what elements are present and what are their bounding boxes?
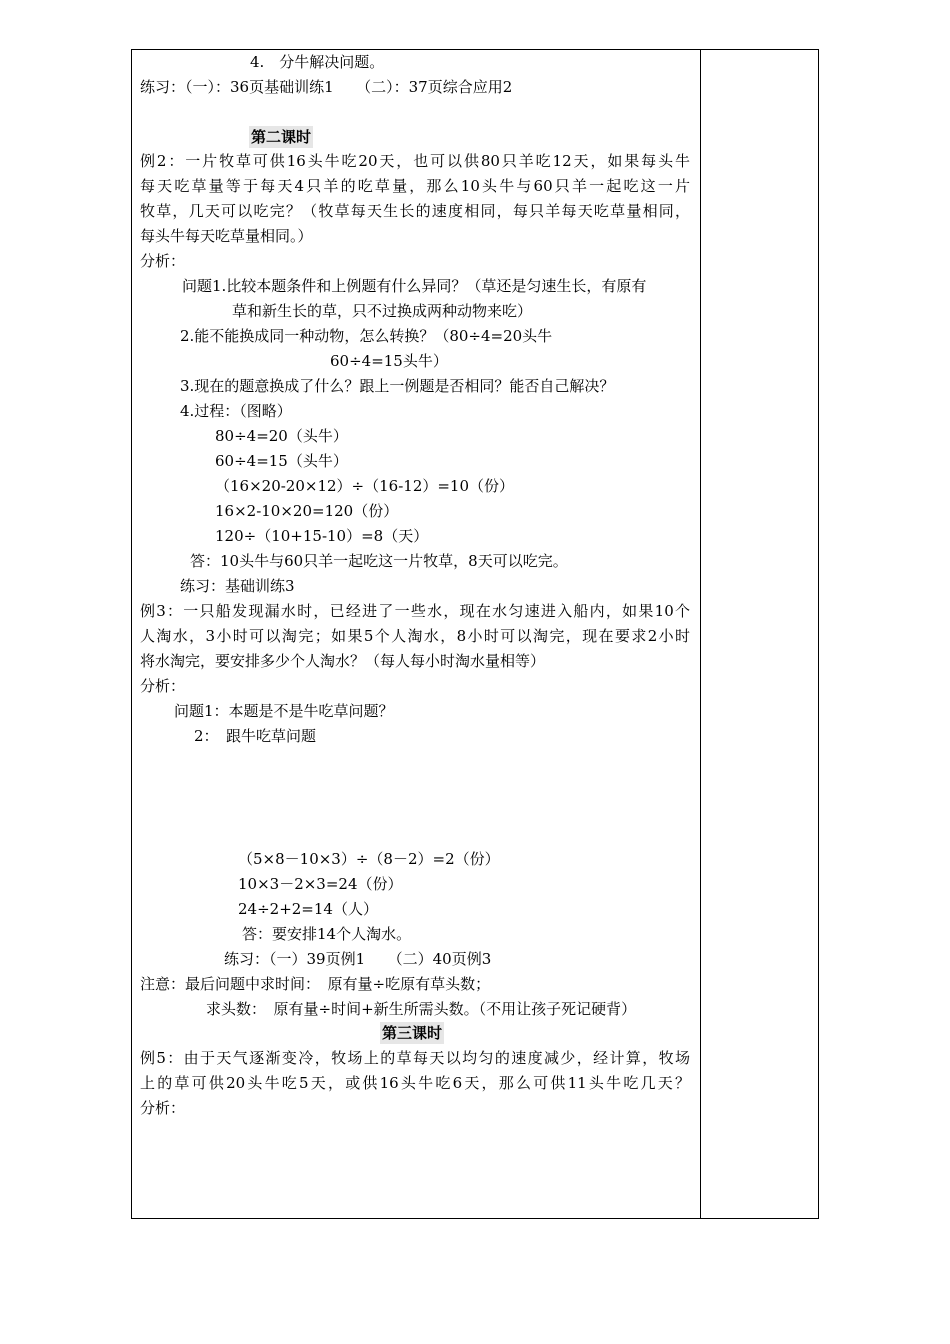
analysis-label: 分析： — [140, 252, 186, 270]
section-heading-lesson-3: 第三课时 — [382, 1024, 443, 1042]
column-divider — [700, 50, 701, 1218]
calc-line: （16×20-20×12）÷（16-12）=10（份） — [215, 477, 515, 495]
question-1-line: 问题1：本题是不是牛吃草问题？ — [174, 702, 394, 720]
example-2-line-2: 每天吃草量等于每天4只羊的吃草量，那么10头牛与60只羊一起吃这一片 — [140, 177, 690, 195]
question-1-line-2: 草和新生长的草，只不过换成两种动物来吃） — [232, 302, 533, 320]
calc-line: 10×3－2×3=24（份） — [238, 875, 403, 893]
calc-line: 80÷4=20（头牛） — [215, 427, 348, 445]
calc-line: 60÷4=15（头牛） — [215, 452, 348, 470]
question-3-line: 3.现在的题意换成了什么？跟上一例题是否相同？能否自己解决？ — [180, 377, 615, 395]
process-label: 4.过程：（图略） — [180, 402, 292, 420]
practice-line-2: 练习：基础训练3 — [180, 577, 295, 595]
example-2-line-3: 牧草，几天可以吃完？（牧草每天生长的速度相同，每只羊每天吃草量相同， — [140, 202, 690, 220]
example-3-line-3: 将水淘完，要安排多少个人淘水？（每人每小时淘水量相等） — [140, 652, 546, 670]
example-3-line-2: 人淘水，3小时可以淘完；如果5个人淘水，8小时可以淘完，现在要求2小时 — [140, 627, 690, 645]
calc-line: 120÷（10+15-10）=8（天） — [215, 527, 429, 545]
example-5-line-2: 上的草可供20头牛吃5天，或供16头牛吃6天，那么可供11头牛吃几天？ — [140, 1074, 690, 1092]
question-2-line-2: 60÷4=15头牛） — [330, 352, 448, 370]
analysis-label: 分析： — [140, 1099, 186, 1117]
note-line-2: 求头数： 原有量÷时间+新生所需头数。（不用让孩子死记硬背） — [206, 1000, 637, 1018]
note-line-1: 注意：最后问题中求时间： 原有量÷吃原有草头数； — [140, 975, 491, 993]
example-5-line-1: 例5：由于天气逐渐变冷，牧场上的草每天以均匀的速度减少，经计算，牧场 — [140, 1049, 690, 1067]
analysis-label: 分析： — [140, 677, 186, 695]
practice-line-1: 练习：（一）：36页基础训练1 （二）：37页综合应用2 — [140, 78, 513, 96]
calc-line: （5×8－10×3）÷（8－2）=2（份） — [238, 850, 500, 868]
question-2-line: 2： 跟牛吃草问题 — [194, 727, 317, 745]
example-2-line-4: 每头牛每天吃草量相同。） — [140, 227, 313, 245]
answer-line: 答：要安排14个人淘水。 — [242, 925, 412, 943]
calc-line: 24÷2+2=14（人） — [238, 900, 378, 918]
question-2-line-1: 2.能不能换成同一种动物，怎么转换？（80÷4=20头牛 — [180, 327, 553, 345]
step-4-line: 4. 分牛解决问题。 — [250, 53, 385, 71]
question-1-line-1: 问题1.比较本题条件和上例题有什么异同？（草还是匀速生长，有原有 — [182, 277, 647, 295]
answer-line: 答：10头牛与60只羊一起吃这一片牧草，8天可以吃完。 — [190, 552, 568, 570]
example-2-line-1: 例2：一片牧草可供16头牛吃20天，也可以供80只羊吃12天，如果每头牛 — [140, 152, 690, 170]
section-heading-lesson-2: 第二课时 — [251, 128, 312, 146]
example-3-line-1: 例3：一只船发现漏水时，已经进了一些水，现在水匀速进入船内，如果10个 — [140, 602, 690, 620]
lesson-table — [131, 49, 819, 1219]
calc-line: 16×2-10×20=120（份） — [215, 502, 399, 520]
practice-line-3: 练习：（一）39页例1 （二）40页例3 — [224, 950, 492, 968]
